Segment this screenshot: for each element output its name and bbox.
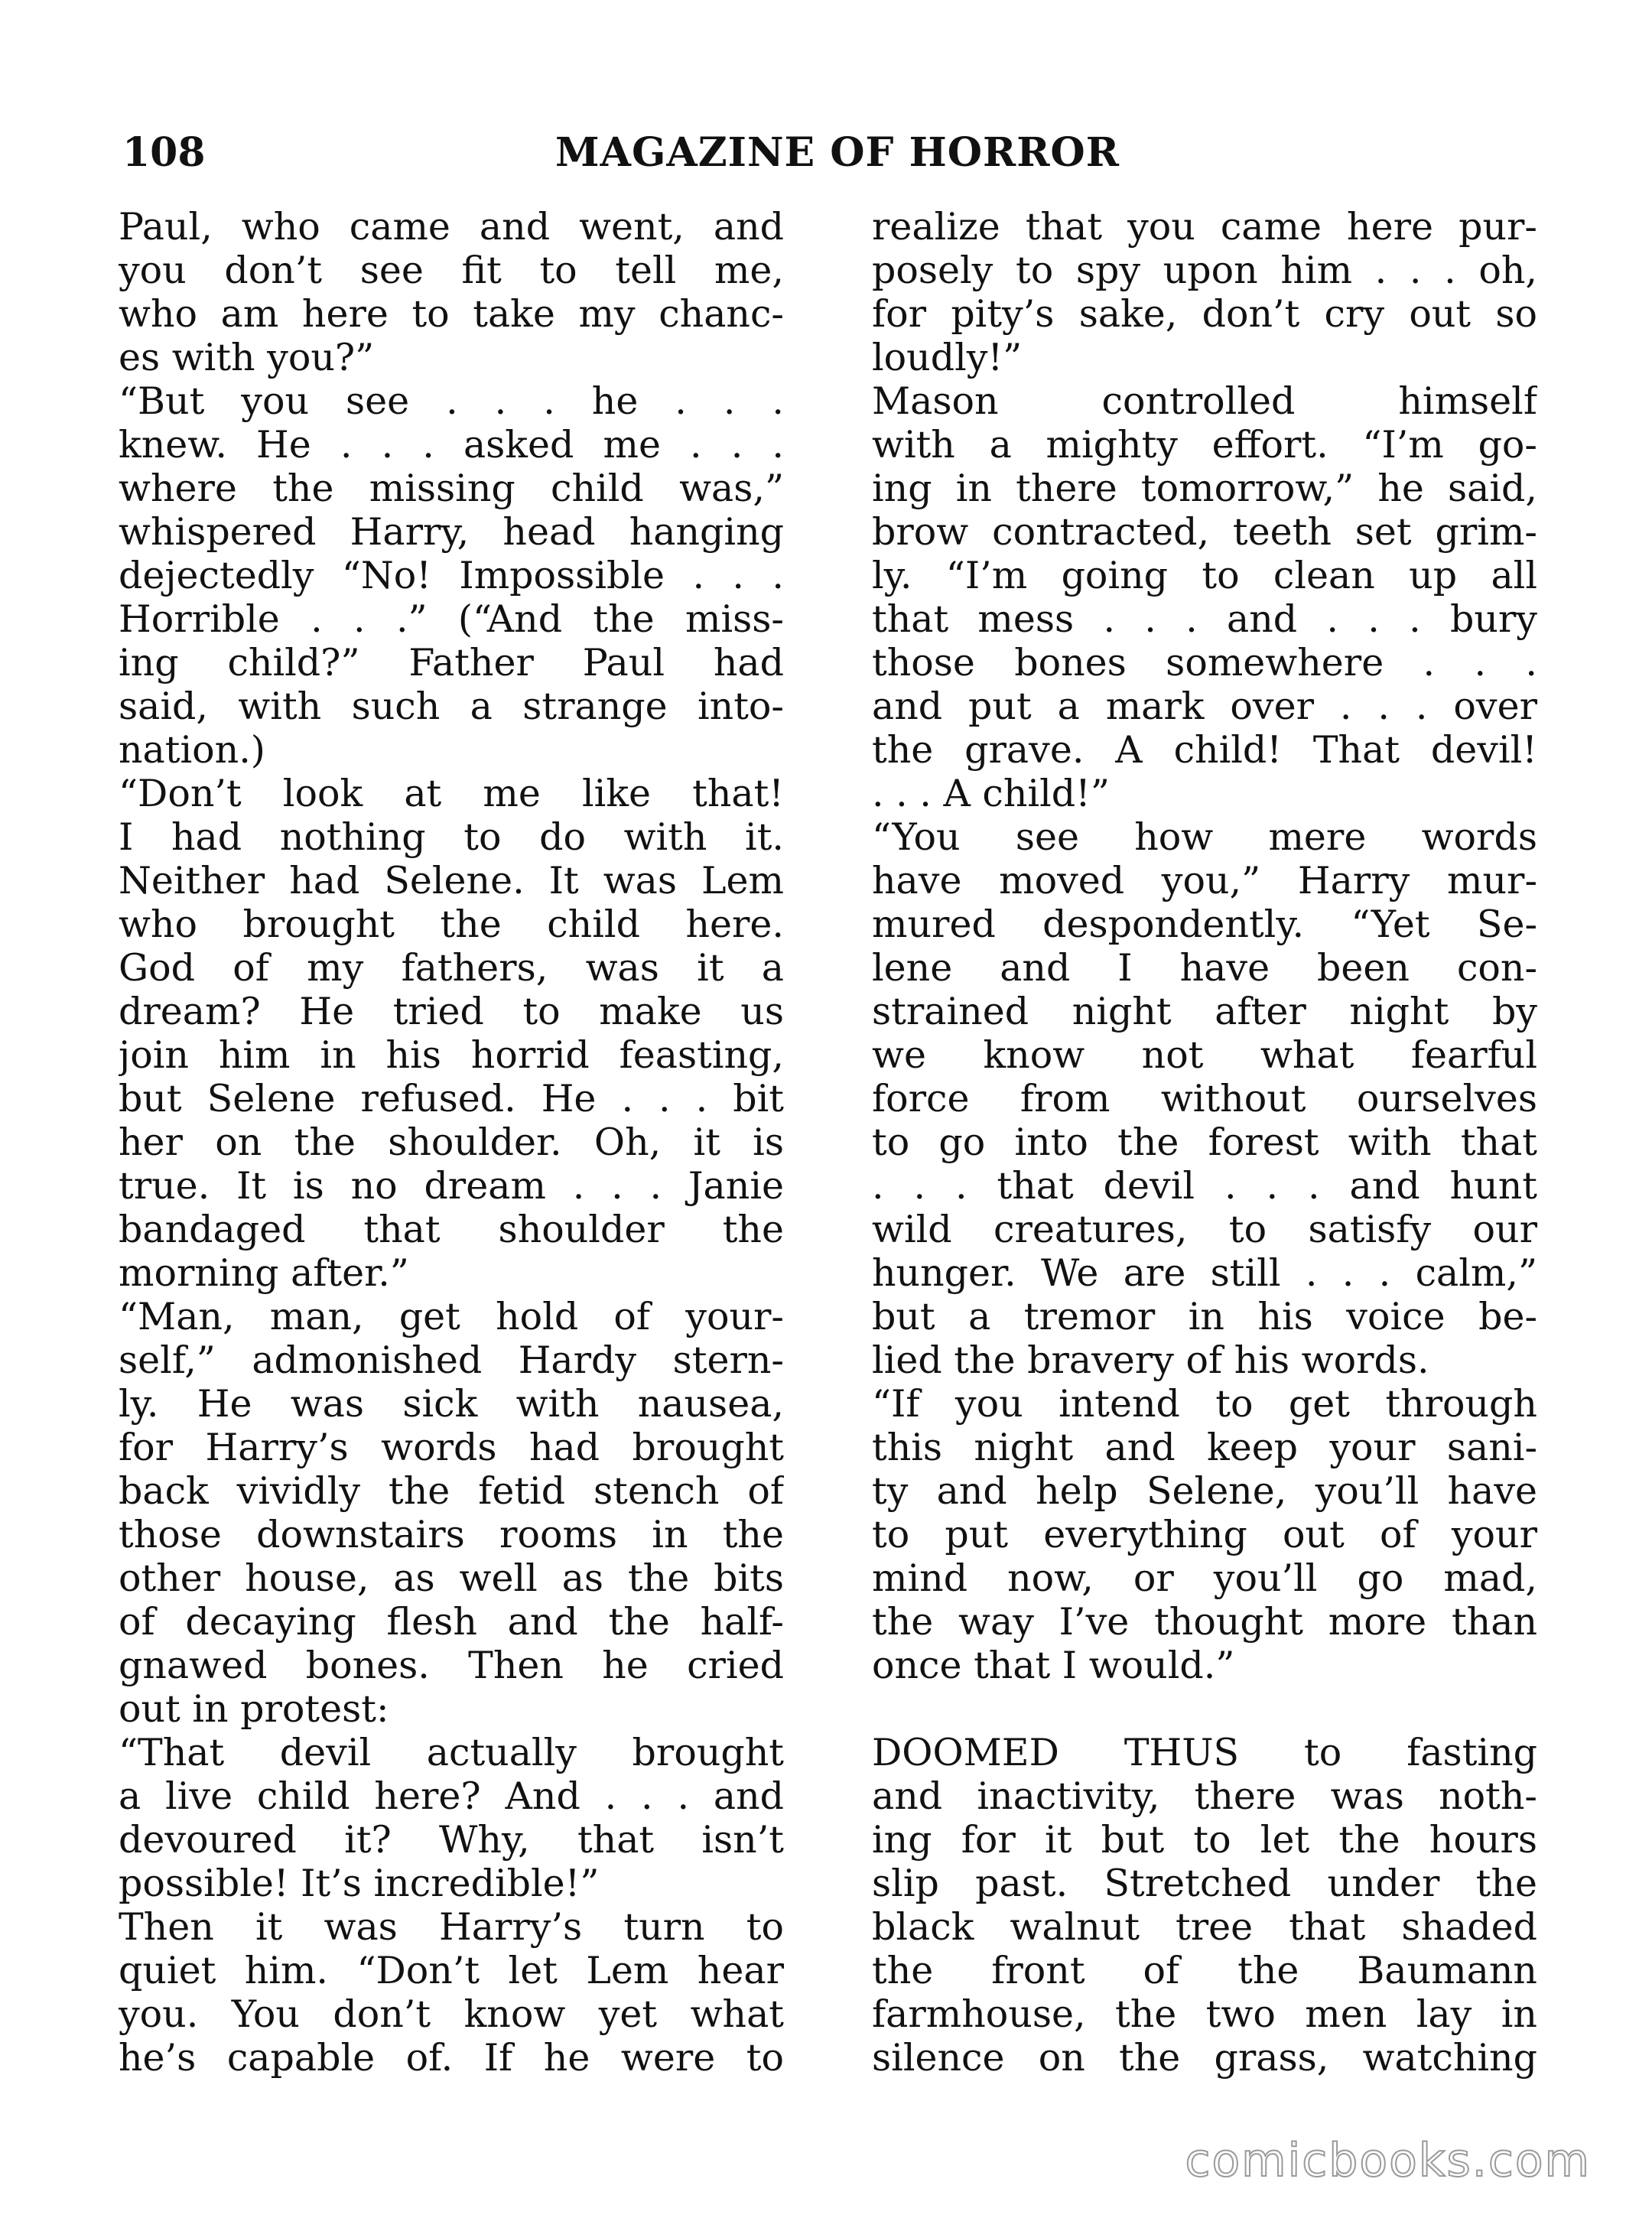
text-line: Neither had Selene. It was Lem <box>119 859 784 902</box>
watermark: comicbooks.com <box>1185 2134 1591 2187</box>
text-line: . . . that devil . . . and hunt <box>872 1164 1537 1208</box>
text-line: mured despondently. “Yet Se- <box>872 902 1537 946</box>
text-line: true. It is no dream . . . Janie <box>119 1164 784 1208</box>
text-line: “You see how mere words <box>872 815 1537 859</box>
text-line: this night and keep your sani- <box>872 1426 1537 1469</box>
page-number: 108 <box>122 129 206 176</box>
text-line: quiet him. “Don’t let Lem hear <box>119 1949 784 1992</box>
text-line: join him in his horrid feasting, <box>119 1033 784 1077</box>
text-line: you don’t see fit to tell me, <box>119 249 784 292</box>
text-line: we know not what fearful <box>872 1033 1537 1077</box>
text-line: wild creatures, to satisfy our <box>872 1208 1537 1251</box>
left-text-column <box>119 205 784 2080</box>
text-line: nation.) <box>119 728 265 772</box>
text-line: es with you?” <box>119 336 375 379</box>
text-line: those bones somewhere . . . <box>872 641 1537 685</box>
right-text-column <box>872 205 1537 2080</box>
text-line: “Man, man, get hold of your- <box>119 1295 784 1338</box>
text-line: farmhouse, the two men lay in <box>872 1992 1537 2036</box>
text-line: morning after.” <box>119 1251 409 1295</box>
text-line: ing for it but to let the hours <box>872 1818 1537 1862</box>
text-line: the front of the Baumann <box>872 1949 1537 1992</box>
text-line: DOOMED THUS to fasting <box>872 1731 1537 1774</box>
text-line: silence on the grass, watching <box>872 2036 1537 2080</box>
text-line: force from without ourselves <box>872 1077 1537 1120</box>
text-line: those downstairs rooms in the <box>119 1513 784 1556</box>
text-line: out in protest: <box>119 1687 389 1731</box>
text-line: gnawed bones. Then he cried <box>119 1644 784 1687</box>
text-line: for pity’s sake, don’t cry out so <box>872 292 1537 336</box>
text-line: Then it was Harry’s turn to <box>119 1905 784 1949</box>
text-line <box>872 1687 1537 1731</box>
text-line: loudly!” <box>872 336 1023 379</box>
text-line: “If you intend to get through <box>872 1382 1537 1426</box>
text-line: dream? He tried to make us <box>119 990 784 1033</box>
text-line: have moved you,” Harry mur- <box>872 859 1537 902</box>
text-line: to go into the forest with that <box>872 1120 1537 1164</box>
text-line: slip past. Stretched under the <box>872 1862 1537 1905</box>
text-line: who brought the child here. <box>119 902 784 946</box>
text-line: ly. He was sick with nausea, <box>119 1382 784 1426</box>
text-line: and inactivity, there was noth- <box>872 1774 1537 1818</box>
text-line: who am here to take my chanc- <box>119 292 784 336</box>
text-line: lied the bravery of his words. <box>872 1338 1429 1382</box>
text-line: strained night after night by <box>872 990 1537 1033</box>
text-line: with a mighty effort. “I’m go- <box>872 423 1537 467</box>
text-line: but a tremor in his voice be- <box>872 1295 1537 1338</box>
text-line: the way I’ve thought more than <box>872 1600 1537 1644</box>
text-line: of decaying flesh and the half- <box>119 1600 784 1644</box>
text-line: whispered Harry, head hanging <box>119 510 784 554</box>
text-line: self,” admonished Hardy stern- <box>119 1338 784 1382</box>
running-title: MAGAZINE OF HORROR <box>555 129 1120 176</box>
text-line: to put everything out of your <box>872 1513 1537 1556</box>
text-line: realize that you came here pur- <box>872 205 1537 249</box>
text-line: other house, as well as the bits <box>119 1556 784 1600</box>
text-line: said, with such a strange into- <box>119 685 784 728</box>
text-line: her on the shoulder. Oh, it is <box>119 1120 784 1164</box>
text-line: mind now, or you’ll go mad, <box>872 1556 1537 1600</box>
page-header <box>122 119 1553 187</box>
text-line: but Selene refused. He . . . bit <box>119 1077 784 1120</box>
text-line: that mess . . . and . . . bury <box>872 597 1537 641</box>
text-line: devoured it? Why, that isn’t <box>119 1818 784 1862</box>
text-line: brow contracted, teeth set grim- <box>872 510 1537 554</box>
text-line: ing in there tomorrow,” he said, <box>872 467 1537 510</box>
text-line: ly. “I’m going to clean up all <box>872 554 1537 597</box>
text-line: “That devil actually brought <box>119 1731 784 1774</box>
text-line: I had nothing to do with it. <box>119 815 784 859</box>
text-line: for Harry’s words had brought <box>119 1426 784 1469</box>
text-line: and put a mark over . . . over <box>872 685 1537 728</box>
text-line: a live child here? And . . . and <box>119 1774 784 1818</box>
text-line: black walnut tree that shaded <box>872 1905 1537 1949</box>
text-line: the grave. A child! That devil! <box>872 728 1537 772</box>
text-line: God of my fathers, was it a <box>119 946 784 990</box>
text-line: hunger. We are still . . . calm,” <box>872 1251 1537 1295</box>
text-line: Paul, who came and went, and <box>119 205 784 249</box>
text-line: Mason controlled himself <box>872 379 1537 423</box>
text-line: lene and I have been con- <box>872 946 1537 990</box>
text-line: . . . A child!” <box>872 772 1110 815</box>
text-line: knew. He . . . asked me . . . <box>119 423 784 467</box>
text-line: once that I would.” <box>872 1644 1235 1687</box>
text-line: “Don’t look at me like that! <box>119 772 784 815</box>
text-line: back vividly the fetid stench of <box>119 1469 784 1513</box>
text-line: Horrible . . .” (“And the miss- <box>119 597 784 641</box>
text-line: “But you see . . . he . . . <box>119 379 784 423</box>
text-line: posely to spy upon him . . . oh, <box>872 249 1537 292</box>
text-line: he’s capable of. If he were to <box>119 2036 784 2080</box>
text-line: ty and help Selene, you’ll have <box>872 1469 1537 1513</box>
text-line: bandaged that shoulder the <box>119 1208 784 1251</box>
text-line: where the missing child was,” <box>119 467 784 510</box>
text-line: dejectedly “No! Impossible . . . <box>119 554 784 597</box>
text-line: ing child?” Father Paul had <box>119 641 784 685</box>
text-line: possible! It’s incredible!” <box>119 1862 600 1905</box>
text-line: you. You don’t know yet what <box>119 1992 784 2036</box>
